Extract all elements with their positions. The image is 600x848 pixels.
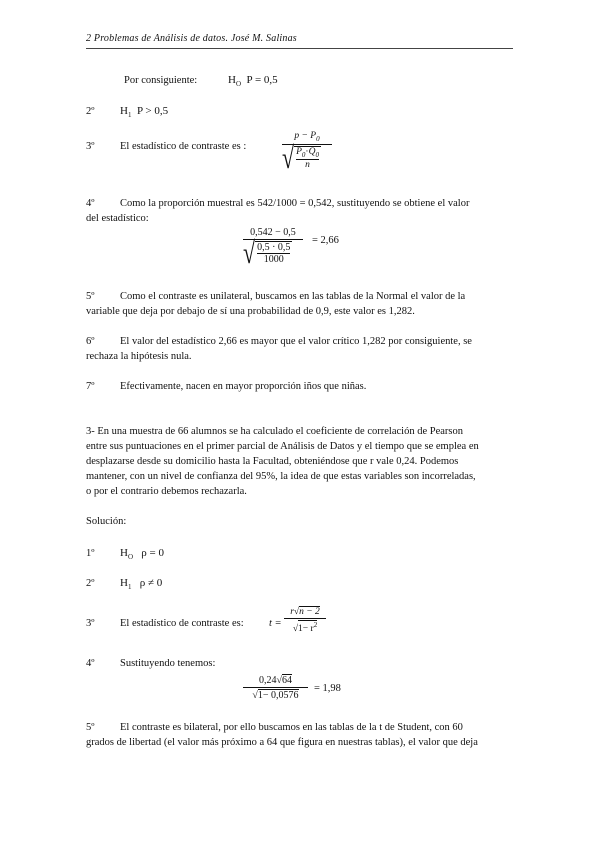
formula-t-label: t =: [269, 618, 282, 629]
step-3-number: 3º: [86, 141, 95, 152]
t-h1-hypothesis: $H_1$ ρ ≠ 0: [120, 577, 163, 592]
step-7-text: Efectivamente, nacen en mayor proporción iños que niñas.: [120, 381, 367, 392]
t-step-5-text-line-1: El contraste es bilateral, por ello buscamos en las tablas de la t de Student, con 60: [120, 722, 463, 733]
problem-3-line-3: desplazarse desde su domicilio hasta la Facultad, obteniéndose que r vale 0,24. Podemos: [86, 456, 459, 467]
formula-z-denominator: √ $P_0\cdot Q_0$ n: [282, 139, 319, 175]
t-h0-hypothesis: $H_O$ ρ = 0: [120, 547, 164, 562]
t-step-5-text-line-2: grados de libertad (el valor más próximo a 64 que figura en nuestras tablas), el valor que deja: [86, 737, 478, 748]
sqrt-sign: √: [282, 139, 295, 175]
step-5-number: 5º: [86, 291, 95, 302]
z-value-result: = 2,66: [312, 235, 339, 246]
step-6-text-line-1: El valor del estadístico 2,66 es mayor que el valor crítico 1,282 por consiguiente, se: [120, 336, 472, 347]
step-5-text-line-2: variable que deja por debajo de sí una probabilidad de 0,9, este valor es 1,282.: [86, 306, 415, 317]
formula-t-value: [243, 674, 308, 701]
sqrt-sign: √: [293, 607, 300, 617]
t-step-1-number: 1º: [86, 548, 95, 559]
formula-z-numerator: $p - P_0$: [294, 131, 320, 143]
step-6-text-line-2: rechaza la hipótesis nula.: [86, 351, 192, 362]
sqrt-sign: √: [276, 675, 282, 686]
sqrt-sign: √: [292, 624, 299, 635]
step-4-text-line-1: Como la proporción muestral es 542/1000 = 0,542, sustituyendo se obtiene el valor: [120, 198, 470, 209]
t-step-4-text: Sustituyendo tenemos:: [120, 658, 216, 669]
h0-subscript: O: [235, 80, 242, 89]
problem-3-line-5: o por el contrario debemos rechazarla.: [86, 486, 247, 497]
h0-hypothesis: [228, 74, 278, 88]
sqrt-sign: √: [243, 234, 256, 270]
t-value-result: = 1,98: [314, 683, 341, 694]
formula-t-value-denominator: √ 1− 0,0576: [252, 690, 299, 701]
problem-3-line-2: entre sus puntuaciones en el primer parcial de Análisis de Datos y el tiempo que se emplea en: [86, 441, 479, 452]
problem-3-line-1: 3- En una muestra de 66 alumnos se ha calculado el coeficiente de correlación de Pearson: [86, 426, 463, 437]
formula-z-value-numerator: 0,542 − 0,5: [250, 227, 296, 238]
formula-z-value-denominator: √ 0,5 · 0,5 1000: [243, 234, 291, 270]
solution-heading: Solución:: [86, 516, 127, 527]
t-step-3-text: El estadístico de contraste es:: [120, 618, 244, 629]
header-rule: [86, 48, 513, 49]
formula-t-denominator: √ $1- r^2$: [292, 621, 318, 635]
step-6-number: 6º: [86, 336, 95, 347]
t-step-3-number: 3º: [86, 618, 95, 629]
step-3-text: El estadístico de contraste es :: [120, 141, 247, 152]
t-step-2-number: 2º: [86, 578, 95, 589]
step-4-text-line-2: del estadístico:: [86, 213, 149, 224]
sqrt-sign: √: [252, 690, 258, 701]
h0-symbol: H: [228, 74, 236, 86]
h1-hypothesis: [120, 105, 168, 119]
t-step-4-number: 4º: [86, 658, 95, 669]
problem-3-line-4: mantener, con un nivel de confianza del 95%, la idea de que estas variables son incorreladas,: [86, 471, 476, 482]
t-step-5-number: 5º: [86, 722, 95, 733]
formula-t-statistic: [284, 606, 326, 634]
conclusion-label: Por consiguiente:: [124, 75, 198, 86]
h0-expression: P = 0,5: [246, 74, 278, 86]
h1-subscript: 1: [127, 111, 132, 120]
h1-expression: P > 0,5: [136, 105, 169, 117]
step-2-number: 2º: [86, 106, 95, 117]
formula-t-numerator: r √ n − 2: [290, 607, 320, 617]
step-5-text-line-1: Como el contraste es unilateral, buscamos en las tablas de la Normal el valor de la: [120, 291, 466, 302]
formula-z-statistic: [282, 131, 332, 175]
h1-symbol: H: [120, 105, 128, 117]
page-header: 2 Problemas de Análisis de datos. José M. Salinas: [86, 33, 297, 44]
formula-t-value-numerator: 0,24 √ 64: [259, 675, 292, 686]
step-7-number: 7º: [86, 381, 95, 392]
formula-z-value: [243, 227, 303, 270]
step-4-number: 4º: [86, 198, 95, 209]
